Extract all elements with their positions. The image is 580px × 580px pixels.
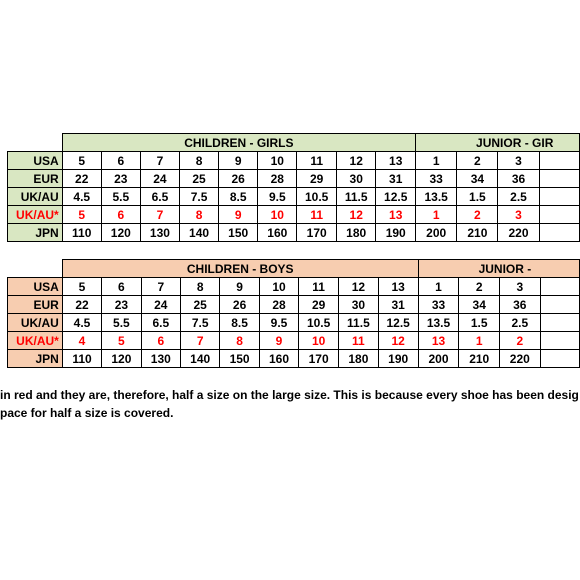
size-cell: 7 — [140, 206, 179, 224]
size-cell: 4.5 — [62, 188, 101, 206]
size-cell: 8 — [180, 206, 219, 224]
size-cell: 2.5 — [500, 314, 541, 332]
size-cell: 11 — [297, 152, 337, 170]
row-label: EUR — [8, 296, 63, 314]
size-cell: 5 — [102, 332, 141, 350]
size-cell: 10.5 — [299, 314, 339, 332]
size-cell: 140 — [180, 350, 219, 368]
size-cell: 9 — [219, 152, 258, 170]
empty-cell — [540, 332, 579, 350]
size-cell: 28 — [258, 170, 297, 188]
size-cell: 23 — [102, 296, 141, 314]
size-cell: 6 — [102, 278, 141, 296]
size-cell: 11.5 — [339, 314, 379, 332]
girls-section-title: CHILDREN - GIRLS — [62, 134, 415, 152]
girls-size-table — [7, 133, 580, 242]
empty-cell — [539, 224, 579, 242]
table-row — [8, 332, 580, 350]
size-cell: 10.5 — [297, 188, 337, 206]
size-cell: 12.5 — [376, 188, 416, 206]
size-cell: 2 — [500, 332, 541, 350]
size-cell: 31 — [378, 296, 418, 314]
size-cell: 36 — [498, 170, 539, 188]
girls-header-row — [8, 134, 580, 152]
size-cell: 6 — [101, 152, 140, 170]
size-cell: 210 — [459, 350, 500, 368]
size-cell: 6.5 — [140, 188, 179, 206]
row-label: UK/AU — [8, 314, 63, 332]
size-cell: 12.5 — [378, 314, 418, 332]
empty-cell — [540, 296, 579, 314]
size-cell: 7 — [180, 332, 219, 350]
size-cell: 30 — [339, 296, 379, 314]
size-cell: 160 — [258, 224, 297, 242]
size-cell: 30 — [336, 170, 375, 188]
table-row — [8, 314, 580, 332]
size-cell: 31 — [376, 170, 416, 188]
size-cell: 7 — [140, 152, 179, 170]
table-row — [8, 152, 580, 170]
size-cell: 13 — [378, 278, 418, 296]
size-cell: 150 — [219, 224, 258, 242]
size-cell: 9.5 — [259, 314, 298, 332]
size-cell: 12 — [339, 278, 379, 296]
size-cell: 7 — [141, 278, 180, 296]
size-cell: 2.5 — [498, 188, 539, 206]
blank-corner — [8, 134, 63, 152]
size-cell: 170 — [297, 224, 337, 242]
size-cell: 3 — [500, 278, 541, 296]
size-cell: 10 — [259, 278, 298, 296]
size-cell: 170 — [299, 350, 339, 368]
empty-cell — [539, 206, 579, 224]
size-cell: 220 — [498, 224, 539, 242]
size-cell: 110 — [62, 350, 101, 368]
girls-junior-title: JUNIOR - GIR — [416, 134, 580, 152]
table-row — [8, 170, 580, 188]
footnote-line-2: pace for half a size is covered. — [0, 406, 174, 420]
size-cell: 13 — [418, 332, 459, 350]
empty-cell — [540, 314, 579, 332]
size-cell: 1 — [459, 332, 500, 350]
size-cell: 9.5 — [258, 188, 297, 206]
size-cell: 29 — [299, 296, 339, 314]
empty-cell — [540, 278, 579, 296]
boys-junior-title: JUNIOR - — [418, 260, 579, 278]
size-cell: 210 — [457, 224, 498, 242]
size-cell: 10 — [258, 206, 297, 224]
size-cell: 4.5 — [62, 314, 101, 332]
table-row — [8, 224, 580, 242]
size-cell: 3 — [498, 152, 539, 170]
table-row — [8, 188, 580, 206]
size-cell: 36 — [500, 296, 541, 314]
size-cell: 190 — [376, 224, 416, 242]
size-cell: 28 — [259, 296, 298, 314]
size-cell: 26 — [220, 296, 259, 314]
size-cell: 34 — [459, 296, 500, 314]
size-cell: 7.5 — [180, 188, 219, 206]
boys-size-table — [7, 259, 580, 368]
size-cell: 13.5 — [416, 188, 457, 206]
size-cell: 12 — [336, 152, 375, 170]
size-cell: 34 — [457, 170, 498, 188]
size-cell: 9 — [219, 206, 258, 224]
row-label: USA — [8, 152, 63, 170]
size-cell: 10 — [258, 152, 297, 170]
size-cell: 4 — [62, 332, 101, 350]
size-cell: 2 — [457, 152, 498, 170]
size-cell: 6 — [141, 332, 180, 350]
size-cell: 160 — [259, 350, 298, 368]
empty-cell — [539, 152, 579, 170]
size-cell: 220 — [500, 350, 541, 368]
empty-cell — [540, 350, 579, 368]
size-cell: 8 — [220, 332, 259, 350]
size-cell: 120 — [101, 224, 140, 242]
size-cell: 6 — [101, 206, 140, 224]
size-cell: 25 — [180, 170, 219, 188]
size-cell: 26 — [219, 170, 258, 188]
row-label: JPN — [8, 350, 63, 368]
size-cell: 120 — [102, 350, 141, 368]
boys-header-row — [8, 260, 580, 278]
size-cell: 25 — [180, 296, 219, 314]
size-cell: 10 — [299, 332, 339, 350]
size-cell: 29 — [297, 170, 337, 188]
size-cell: 180 — [339, 350, 379, 368]
size-cell: 6.5 — [141, 314, 180, 332]
size-cell: 180 — [336, 224, 375, 242]
size-cell: 8 — [180, 278, 219, 296]
size-cell: 110 — [62, 224, 101, 242]
row-label: UK/AU* — [8, 206, 63, 224]
size-cell: 13.5 — [418, 314, 459, 332]
size-cell: 2 — [459, 278, 500, 296]
size-cell: 200 — [418, 350, 459, 368]
table-row — [8, 350, 580, 368]
size-cell: 8.5 — [220, 314, 259, 332]
table-row — [8, 206, 580, 224]
size-cell: 24 — [140, 170, 179, 188]
size-cell: 11 — [299, 278, 339, 296]
size-cell: 1 — [416, 152, 457, 170]
size-cell: 150 — [220, 350, 259, 368]
row-label: JPN — [8, 224, 63, 242]
size-cell: 190 — [378, 350, 418, 368]
size-cell: 2 — [457, 206, 498, 224]
size-cell: 5 — [62, 152, 101, 170]
size-cell: 140 — [180, 224, 219, 242]
size-cell: 12 — [378, 332, 418, 350]
size-cell: 24 — [141, 296, 180, 314]
size-cell: 9 — [259, 332, 298, 350]
size-cell: 1.5 — [459, 314, 500, 332]
size-cell: 5 — [62, 206, 101, 224]
size-cell: 33 — [416, 170, 457, 188]
size-cell: 1 — [418, 278, 459, 296]
size-cell: 11 — [297, 206, 337, 224]
row-label: EUR — [8, 170, 63, 188]
size-cell: 33 — [418, 296, 459, 314]
empty-cell — [539, 188, 579, 206]
size-cell: 5 — [62, 278, 101, 296]
size-cell: 5.5 — [101, 188, 140, 206]
size-cell: 7.5 — [180, 314, 219, 332]
size-cell: 200 — [416, 224, 457, 242]
size-cell: 12 — [336, 206, 375, 224]
size-cell: 1.5 — [457, 188, 498, 206]
size-cell: 22 — [62, 296, 101, 314]
size-cell: 8.5 — [219, 188, 258, 206]
blank-corner — [8, 260, 63, 278]
size-cell: 3 — [498, 206, 539, 224]
table-row — [8, 296, 580, 314]
size-cell: 5.5 — [102, 314, 141, 332]
row-label: UK/AU* — [8, 332, 63, 350]
size-cell: 11.5 — [336, 188, 375, 206]
size-cell: 8 — [180, 152, 219, 170]
size-cell: 13 — [376, 206, 416, 224]
size-cell: 130 — [141, 350, 180, 368]
table-row — [8, 278, 580, 296]
empty-cell — [539, 170, 579, 188]
size-cell: 1 — [416, 206, 457, 224]
size-cell: 11 — [339, 332, 379, 350]
row-label: UK/AU — [8, 188, 63, 206]
size-cell: 22 — [62, 170, 101, 188]
size-cell: 13 — [376, 152, 416, 170]
footnote-line-1: in red and they are, therefore, half a size on the large size. This is because every shoe has been desig — [0, 388, 579, 402]
size-cell: 130 — [140, 224, 179, 242]
size-cell: 23 — [101, 170, 140, 188]
size-cell: 9 — [220, 278, 259, 296]
row-label: USA — [8, 278, 63, 296]
boys-section-title: CHILDREN - BOYS — [62, 260, 418, 278]
